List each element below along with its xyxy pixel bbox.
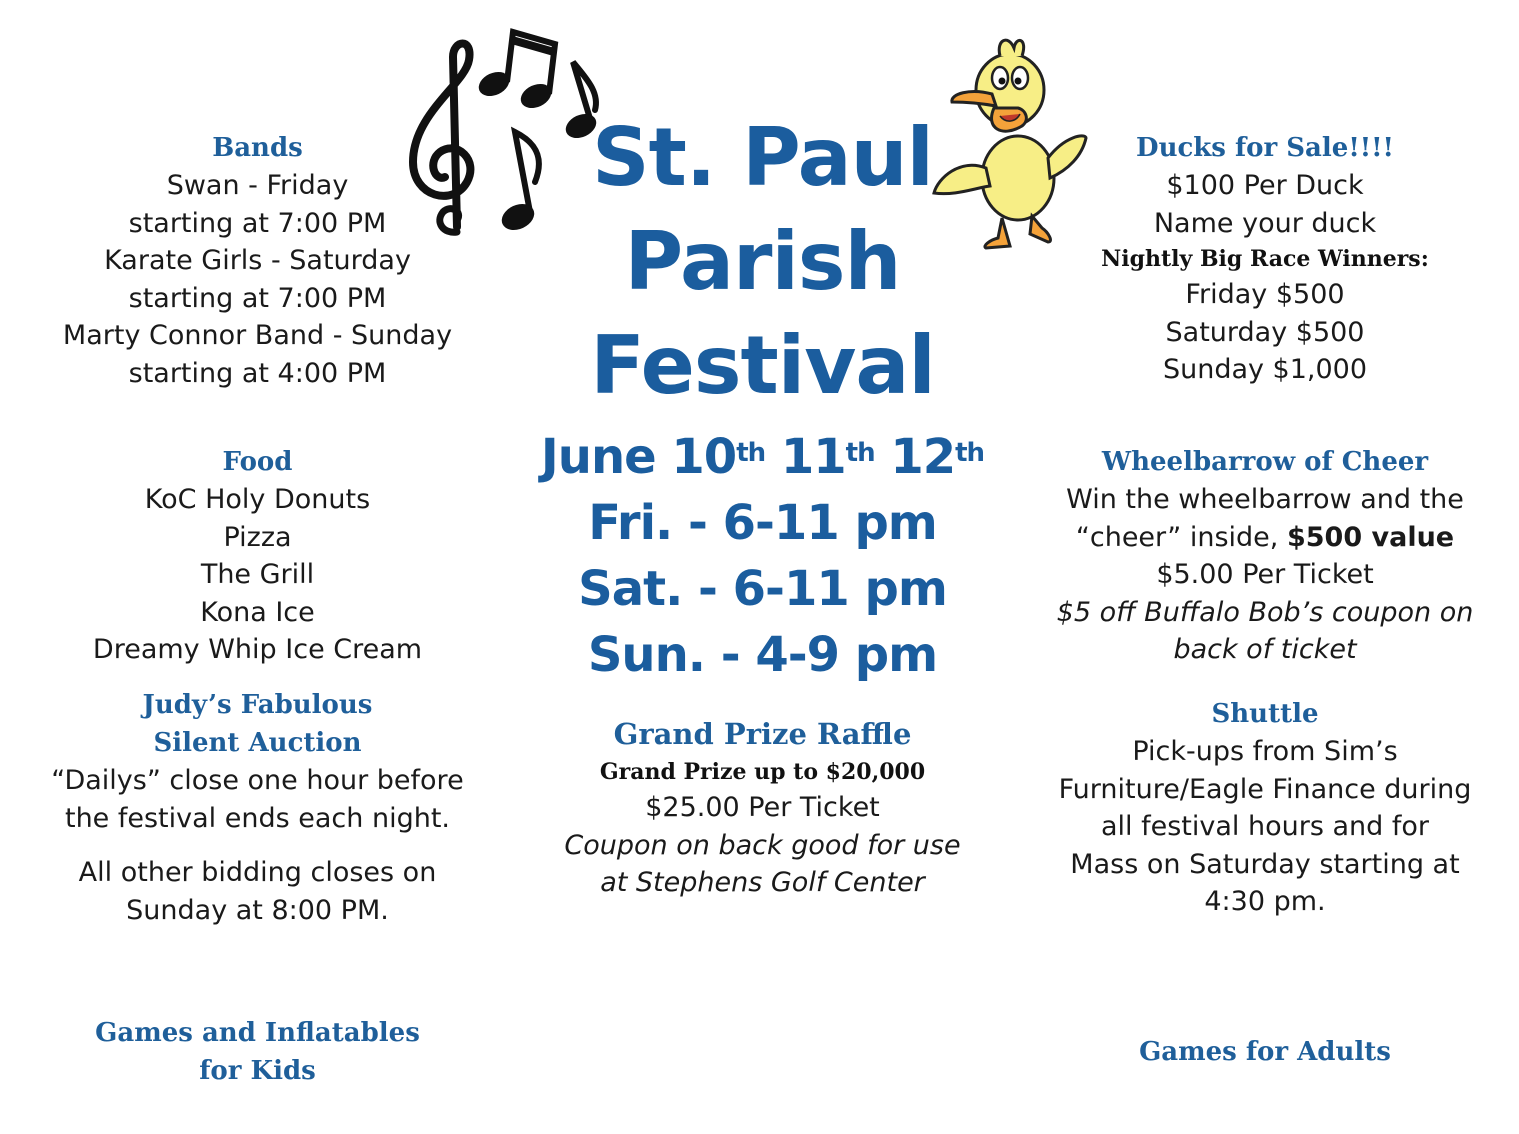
date-suffix: th (845, 438, 875, 468)
winners-heading: Nightly Big Race Winners: (1101, 246, 1429, 272)
festival-dates (540, 424, 985, 688)
ducks-heading: Ducks for Sale!!!! (1136, 133, 1394, 163)
shuttle-line: Mass on Saturday starting at (1070, 848, 1460, 880)
food-heading: Food (222, 447, 293, 477)
bands-line: starting at 7:00 PM (128, 282, 387, 314)
ducks-line: Name your duck (1153, 207, 1377, 239)
date-suffix: th (955, 438, 985, 468)
winner-line: Sunday $1,000 (1162, 354, 1368, 385)
bands-line: starting at 4:00 PM (128, 357, 387, 389)
date-june: June 10 (540, 429, 737, 485)
raffle-subheading: Grand Prize up to $20,000 (599, 759, 926, 785)
auction-line: Sunday at 8:00 PM. (126, 894, 389, 926)
page-title: Festival (590, 319, 935, 412)
wheelbarrow-cheer: “cheer” inside, (1075, 521, 1287, 553)
wheelbarrow-section (1025, 443, 1505, 669)
wheelbarrow-line: Win the wheelbarrow and the (1066, 484, 1464, 515)
wheelbarrow-heading: Wheelbarrow of Cheer (1101, 447, 1429, 477)
dates-line (540, 424, 985, 490)
bands-line: Swan - Friday (166, 170, 349, 201)
raffle-price: $25.00 Per Ticket (645, 792, 880, 823)
shuttle-line: Furniture/Eagle Finance during (1058, 773, 1472, 805)
food-item: Kona Ice (200, 596, 315, 628)
page-title: St. Paul (592, 111, 933, 204)
adults-section (1025, 1033, 1505, 1071)
kids-section (20, 1014, 495, 1090)
raffle-section (525, 713, 1000, 902)
wheelbarrow-line: $5.00 Per Ticket (1156, 559, 1374, 590)
bands-line: Marty Connor Band - Sunday (62, 320, 453, 351)
hours-friday: Fri. - 6-11 pm (588, 495, 937, 551)
raffle-heading: Grand Prize Raffle (613, 717, 912, 751)
kids-heading: Games and Inflatables (95, 1018, 420, 1048)
date-suffix: th (736, 438, 766, 468)
bands-line: Karate Girls - Saturday (104, 245, 411, 276)
winner-line: Saturday $500 (1165, 316, 1365, 348)
raffle-coupon: at Stephens Golf Center (600, 867, 925, 898)
kids-heading: for Kids (199, 1056, 316, 1086)
food-item: The Grill (200, 559, 315, 590)
shuttle-heading: Shuttle (1211, 699, 1319, 729)
adults-heading: Games for Adults (1139, 1037, 1391, 1067)
hours-saturday: Sat. - 6-11 pm (578, 561, 947, 617)
bands-line: starting at 7:00 PM (128, 207, 387, 239)
bands-section (20, 129, 495, 392)
page-title: Parish (624, 215, 901, 308)
shuttle-line: 4:30 pm. (1204, 886, 1326, 917)
shuttle-line: Pick-ups from Sim’s (1132, 736, 1398, 767)
shuttle-line: all festival hours and for (1100, 811, 1429, 842)
raffle-coupon: Coupon on back good for use (564, 829, 961, 861)
wheelbarrow-line: $5 off Buffalo Bob’s coupon on (1056, 596, 1474, 628)
shuttle-section (1025, 695, 1505, 921)
auction-line: “Dailys” close one hour before (51, 765, 464, 796)
auction-heading: Judy’s Fabulous (142, 690, 373, 720)
food-item: KoC Holy Donuts (144, 484, 371, 515)
food-section (20, 443, 495, 669)
winner-line: Friday $500 (1185, 279, 1345, 310)
date-third: 12 (890, 429, 956, 485)
ducks-section (1025, 129, 1505, 389)
auction-section (20, 686, 495, 929)
hours-sunday: Sun. - 4-9 pm (587, 627, 938, 683)
ducks-line: $100 Per Duck (1166, 170, 1364, 201)
wheelbarrow-value: $500 value (1286, 521, 1455, 553)
bands-heading: Bands (212, 133, 303, 163)
festival-title (540, 106, 985, 418)
auction-heading: Silent Auction (153, 728, 362, 758)
wheelbarrow-line (1025, 519, 1505, 557)
food-item: Dreamy Whip Ice Cream (92, 634, 423, 665)
auction-line: All other bidding closes on (78, 857, 437, 888)
food-item: Pizza (223, 521, 292, 553)
wheelbarrow-line: back of ticket (1173, 634, 1357, 665)
auction-line: the festival ends each night. (64, 802, 450, 834)
date-second: 11 (780, 429, 846, 485)
